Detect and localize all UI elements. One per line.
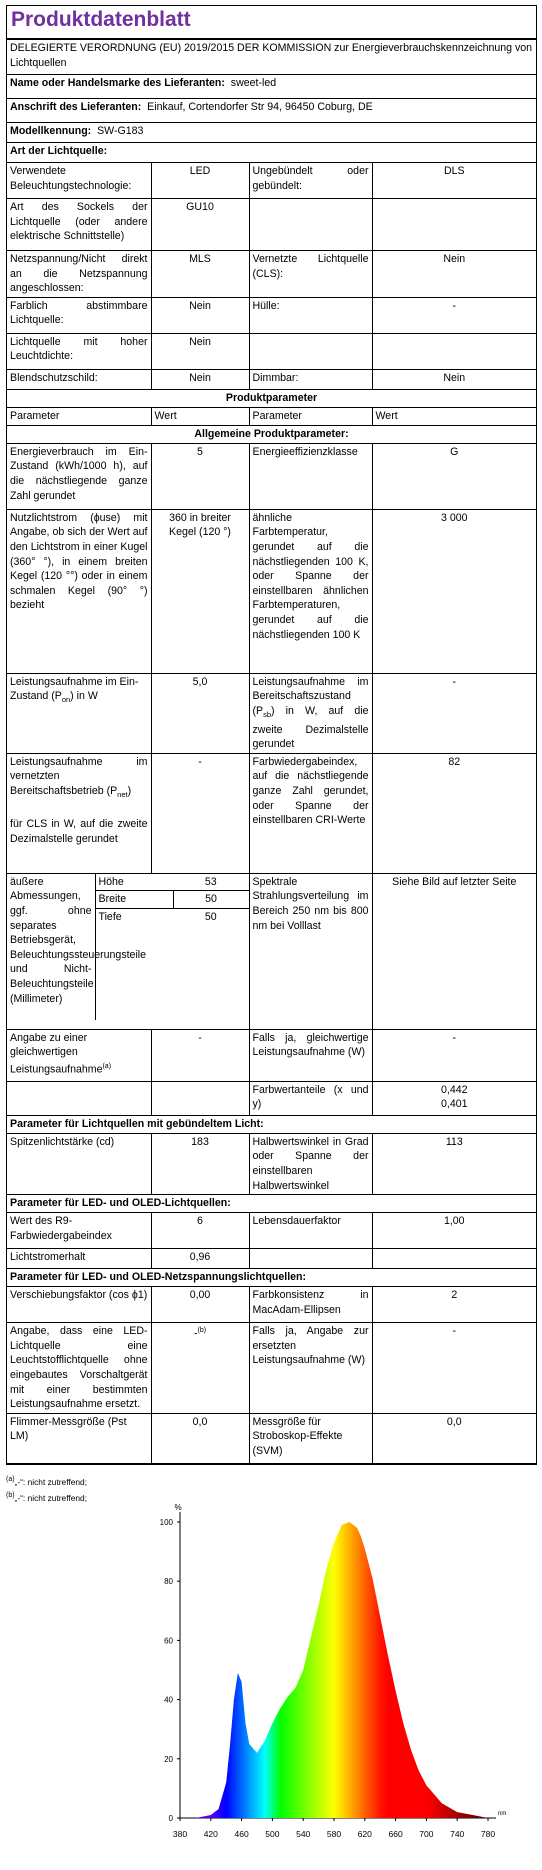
row-value: GU10 (151, 199, 249, 251)
table-row (7, 873, 536, 1029)
table-row (7, 1287, 536, 1323)
equiv-yes-value: - (372, 1029, 536, 1081)
consistency-value: 2 (372, 1287, 536, 1323)
spectral-distribution-chart (140, 1500, 528, 1850)
x-tick-label: 580 (326, 1829, 342, 1839)
row-value: DLS (372, 163, 536, 199)
row-label: Netzspannung/Nicht direkt an die Netzspannung angeschlossen: (7, 251, 151, 298)
x-tick-label: 660 (388, 1829, 403, 1839)
cri-label: Farbwiedergabeindex, auf die nächstliegende ganze Zahl gerundet, oder Spanne der einstellbaren CRI-Werte (249, 753, 372, 873)
dim-name: Höhe (95, 874, 173, 891)
dimensions-cell (7, 873, 249, 1029)
row-label: Blendschutzschild: (7, 369, 151, 389)
row-value: - (372, 297, 536, 333)
model-value: SW-G183 (97, 125, 144, 137)
beam-value: 113 (372, 1133, 536, 1194)
table-row (7, 1213, 536, 1249)
table-row (7, 509, 536, 673)
flux-value: 360 in breiter Kegel (120 °) (151, 509, 249, 673)
row-value (372, 199, 536, 251)
psb-value: - (372, 673, 536, 753)
pnet-label: Leistungsaufnahme im vernetzten Bereitschaftsbetrieb $(P_{net})$ für CLS in W, auf die zweite Dezimalstelle gerundet (7, 753, 151, 873)
x-tick-label: 380 (172, 1829, 188, 1839)
flicker-value: 0,0 (151, 1413, 249, 1463)
x-tick-label: 500 (265, 1829, 280, 1839)
x-tick-label: 460 (234, 1829, 249, 1839)
pnet-value: - (151, 753, 249, 873)
supplier-name-row (7, 75, 536, 99)
row-label: Hülle: (249, 297, 372, 333)
table-row (7, 1413, 536, 1463)
pf-label: Verschiebungsfaktor (cos ϕ1) (7, 1287, 151, 1323)
consistency-label: Farbkonsistenz in MacAdam-Ellipsen (249, 1287, 372, 1323)
table-row (7, 1081, 536, 1115)
x-tick-label: 780 (480, 1829, 496, 1839)
table-row (7, 1029, 536, 1081)
table-row (7, 443, 536, 509)
dimensions-label: äußere Abmessungen, ggf. ohne separates Betriebsgerät, Beleuchtungssteuerungsteile und Nicht-Beleuchtungsteile (Millimeter) (10, 875, 147, 1005)
x-tick-label: 540 (296, 1829, 311, 1839)
maint-value: 0,96 (151, 1249, 249, 1269)
row-label (249, 333, 372, 369)
table-row (7, 1249, 536, 1269)
y-axis-label: % (174, 1503, 182, 1512)
table-row (7, 1323, 536, 1414)
table-row (7, 369, 536, 389)
row-label (249, 199, 372, 251)
survival-label: Lebensdauerfaktor (249, 1213, 372, 1249)
column-header: Parameter (249, 407, 372, 425)
equiv-label: Angabe zu einer gleichwertigen Leistungsaufnahme$^{(a)}$ (7, 1029, 151, 1081)
peak-value: 183 (151, 1133, 249, 1194)
table-row (7, 297, 536, 333)
r9-value: 6 (151, 1213, 249, 1249)
spectral-value: Siehe Bild auf letzter Seite (372, 873, 536, 1029)
psb-label: Leistungsaufnahme im Bereitschaftszustand $(P_{sb})$ in W, auf die zweite Dezimalstelle gerundet (249, 673, 372, 753)
x-tick-label: 620 (357, 1829, 372, 1839)
cri-value: 82 (372, 753, 536, 873)
survival-value: 1,00 (372, 1213, 536, 1249)
row-label: Dimmbar: (249, 369, 372, 389)
row-value (372, 333, 536, 369)
table-row (7, 753, 536, 873)
claim-label: Angabe, dass eine LED-Lichtquelle eine Leuchtstofflichtquelle ohne eingebautes Vorschaltgerät mit einer bestimmten Leistungsaufnahme ersetzt. (7, 1323, 151, 1414)
footnote: $^{(a)}$„-“: nicht zutreffend; (6, 1476, 88, 1487)
footnote: $^{(b)}$„-“: nicht zutreffend; (6, 1492, 88, 1503)
pon-value: 5,0 (151, 673, 249, 753)
column-header: Wert (372, 407, 536, 425)
row-label: Lichtquelle mit hoher Leuchtdichte: (7, 333, 151, 369)
equiv-yes-label: Falls ja, gleichwertige Leistungsaufnahme (W) (249, 1029, 372, 1081)
light-source-type-heading: Art der Lichtquelle: (7, 143, 536, 163)
r9-label: Wert des R9-Farbwiedergabeindex (7, 1213, 151, 1249)
chroma-y: 0,401 (441, 1098, 468, 1111)
column-header: Wert (151, 407, 249, 425)
y-tick-label: 60 (164, 1636, 173, 1646)
beam-label: Halbwertswinkel in Grad oder Spanne der einstellbaren Halbwertswinkel (249, 1133, 372, 1194)
chroma-x: 0,442 (441, 1083, 468, 1096)
flicker-label: Flimmer-Messgröße (Pst LM) (7, 1413, 151, 1463)
row-value: Nein (151, 297, 249, 333)
x-axis-label: nm (498, 1811, 507, 1817)
claim-yes-label: Falls ja, Angabe zur ersetzten Leistungsaufnahme (W) (249, 1323, 372, 1414)
dim-value: 50 (173, 891, 249, 909)
svm-label: Messgröße für Stroboskop-Effekte (SVM) (249, 1413, 372, 1463)
table-row (7, 199, 536, 251)
column-header-row (7, 407, 536, 425)
row-value: Nein (372, 251, 536, 298)
y-tick-label: 40 (164, 1695, 173, 1705)
row-value: Nein (151, 369, 249, 389)
y-tick-label: 20 (164, 1754, 173, 1764)
row-value: MLS (151, 251, 249, 298)
cct-value: 3 000 (372, 509, 536, 673)
row-label: Ungebündelt oder gebündelt: (249, 163, 372, 199)
y-tick-label: 0 (168, 1814, 173, 1823)
spectral-label: Spektrale Strahlungsverteilung im Bereich 250 nm bis 800 nm bei Volllast (249, 873, 372, 1029)
table-row (7, 333, 536, 369)
row-label: Vernetzte Lichtquelle (CLS): (249, 251, 372, 298)
svm-value: 0,0 (372, 1413, 536, 1463)
x-tick-label: 700 (419, 1829, 434, 1839)
product-params-heading: Produktparameter (7, 389, 536, 407)
row-value: Nein (372, 369, 536, 389)
datasheet-table (7, 39, 536, 1464)
table-row (7, 673, 536, 753)
column-header: Parameter (7, 407, 151, 425)
energy-label: Energieverbrauch im Ein-Zustand (kWh/1000 h), auf die nächstliegende ganze Zahl gerundet (7, 443, 151, 509)
y-tick-label: 80 (164, 1577, 173, 1587)
spectrum-area (180, 1522, 488, 1818)
chroma-label: Farbwertanteile (x und y) (249, 1081, 372, 1115)
eec-value: G (372, 443, 536, 509)
table-row (7, 1133, 536, 1194)
energy-value: 5 (151, 443, 249, 509)
x-tick-label: 740 (450, 1829, 465, 1839)
dim-value: 50 (204, 911, 217, 924)
datasheet (6, 5, 537, 1465)
regulation-text: DELEGIERTE VERORDNUNG (EU) 2019/2015 DER KOMMISSION zur Energieverbrauchskennzeichnung von Lichtquellen (7, 40, 536, 75)
page-title: Produktdatenblatt (7, 6, 536, 39)
led-heading: Parameter für LED- und OLED-Lichtquellen: (7, 1195, 536, 1213)
equiv-value: - (151, 1029, 249, 1081)
row-label: Farblich abstimmbare Lichtquelle: (7, 297, 151, 333)
supplier-address-row (7, 99, 536, 123)
supplier-address-value: Einkauf, Cortendorfer Str 94, 96450 Coburg, DE (147, 101, 373, 113)
claim-yes-value: - (372, 1323, 536, 1414)
supplier-name-label: Name oder Handelsmarke des Lieferanten: (10, 77, 225, 89)
row-value: LED (151, 163, 249, 199)
table-row (7, 163, 536, 199)
maint-label: Lichtstromerhalt (7, 1249, 151, 1269)
flux-label: Nutzlichtstrom (ɸuse) mit Angabe, ob sich der Wert auf den Lichtstrom in einer Kugel (360° °), in einem breiten Kegel (120 °°) oder in einem schmalen Kegel (90° °) bezieht (7, 509, 151, 673)
claim-value: -$^{(b)}$ (151, 1323, 249, 1414)
directional-heading: Parameter für Lichtquellen mit gebündeltem Licht: (7, 1115, 536, 1133)
y-tick-label: 100 (159, 1518, 173, 1527)
model-label: Modellkennung: (10, 125, 92, 137)
mains-heading: Parameter für LED- und OLED-Netzspannungslichtquellen: (7, 1269, 536, 1287)
pf-value: 0,00 (151, 1287, 249, 1323)
peak-label: Spitzenlichtstärke (cd) (7, 1133, 151, 1194)
row-label: Art des Sockels der Lichtquelle (oder andere elektrische Schnittstelle) (7, 199, 151, 251)
dim-name: Tiefe (95, 909, 173, 926)
table-row (7, 251, 536, 298)
general-params-heading: Allgemeine Produktparameter: (7, 425, 536, 443)
chroma-values (372, 1081, 536, 1115)
x-tick-label: 420 (203, 1829, 218, 1839)
cct-label: ähnliche Farbtemperatur, gerundet auf die nächstliegenden 100 K, oder Spanne der einstellbaren ähnlichen Farbtemperaturen, gerundet auf die nächstliegenden 100 K (249, 509, 372, 673)
dim-value: 53 (173, 874, 249, 891)
pon-label: Leistungsaufnahme im Ein-Zustand $(P_{on})$ in W (7, 673, 151, 753)
supplier-address-label: Anschrift des Lieferanten: (10, 101, 142, 113)
eec-label: Energieeffizienzklasse (249, 443, 372, 509)
row-label: Verwendete Beleuchtungstechnologie: (7, 163, 151, 199)
row-value: Nein (151, 333, 249, 369)
dim-name: Breite (95, 891, 173, 909)
model-row (7, 123, 536, 143)
supplier-name-value: sweet-led (230, 77, 277, 89)
